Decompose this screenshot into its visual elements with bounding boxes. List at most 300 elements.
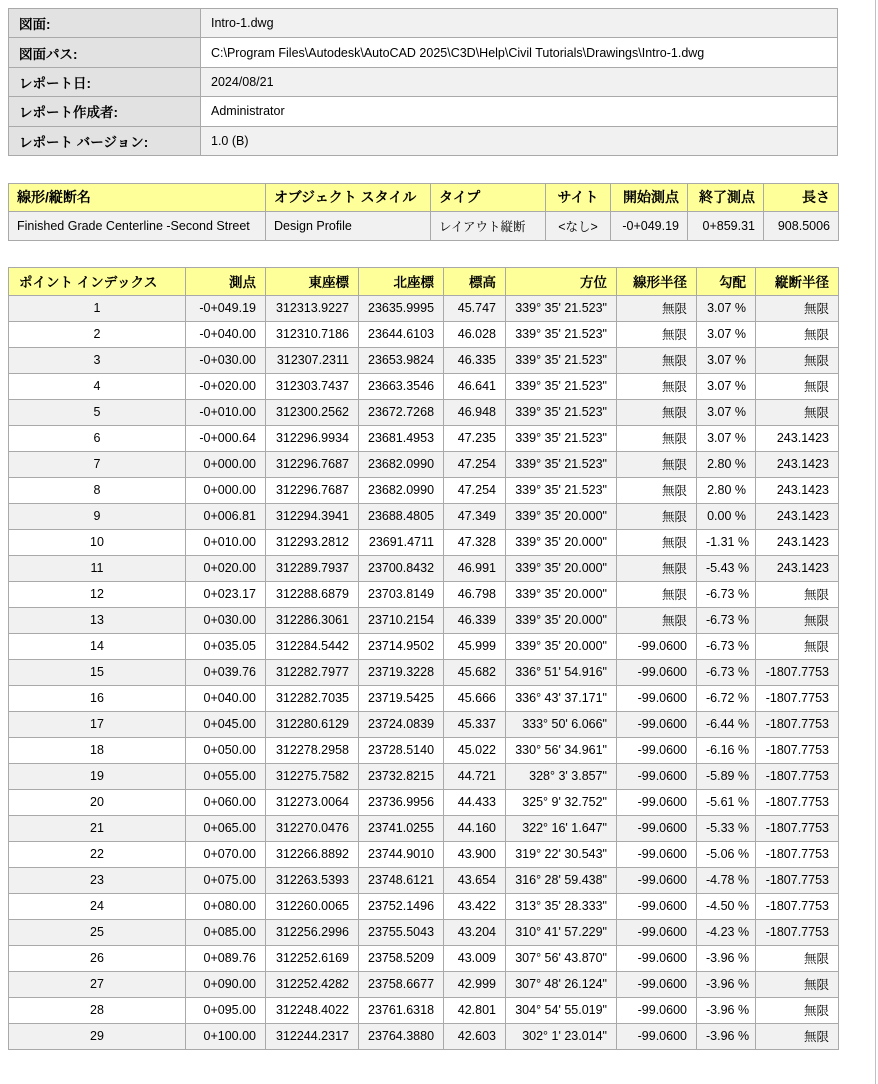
northing-cell: 23635.9995 (359, 295, 444, 321)
drawing-info-body (9, 9, 838, 156)
alignment-radius-cell: 無限 (617, 581, 697, 607)
elevation-cell: 42.999 (444, 971, 506, 997)
point-index-cell: 15 (9, 659, 186, 685)
grade-cell: -4.50 % (697, 893, 756, 919)
object-style-value: Design Profile (266, 211, 431, 240)
point-index-cell: 9 (9, 503, 186, 529)
col-header-point-index: ポイント インデックス (9, 267, 186, 295)
point-index-cell: 26 (9, 945, 186, 971)
northing-cell: 23682.0990 (359, 451, 444, 477)
alignment-radius-cell: -99.0600 (617, 945, 697, 971)
northing-cell: 23764.3880 (359, 1023, 444, 1049)
northing-cell: 23710.2154 (359, 607, 444, 633)
elevation-cell: 44.433 (444, 789, 506, 815)
profile-name-value: Finished Grade Centerline -Second Street (9, 211, 266, 240)
easting-cell: 312289.7937 (266, 555, 359, 581)
alignment-radius-cell: 無限 (617, 451, 697, 477)
elevation-cell: 46.641 (444, 373, 506, 399)
station-cell: -0+000.64 (186, 425, 266, 451)
point-index-cell: 12 (9, 581, 186, 607)
points-row (9, 711, 839, 737)
easting-cell: 312296.9934 (266, 425, 359, 451)
station-cell: 0+030.00 (186, 607, 266, 633)
northing-cell: 23691.4711 (359, 529, 444, 555)
station-cell: 0+085.00 (186, 919, 266, 945)
northing-cell: 23719.5425 (359, 685, 444, 711)
grade-cell: -5.06 % (697, 841, 756, 867)
alignment-radius-cell: -99.0600 (617, 659, 697, 685)
profile-radius-cell: -1807.7753 (756, 919, 839, 945)
points-row (9, 971, 839, 997)
point-index-cell: 14 (9, 633, 186, 659)
station-cell: -0+040.00 (186, 321, 266, 347)
meta-row (9, 67, 838, 96)
alignment-radius-cell: -99.0600 (617, 971, 697, 997)
points-row (9, 789, 839, 815)
station-cell: 0+040.00 (186, 685, 266, 711)
direction-cell: 339° 35' 21.523" (506, 477, 617, 503)
alignment-radius-cell: -99.0600 (617, 1023, 697, 1049)
points-row (9, 867, 839, 893)
direction-cell: 336° 43' 37.171" (506, 685, 617, 711)
alignment-radius-cell: 無限 (617, 607, 697, 633)
point-index-cell: 24 (9, 893, 186, 919)
easting-cell: 312303.7437 (266, 373, 359, 399)
grade-cell: -6.73 % (697, 659, 756, 685)
points-row (9, 919, 839, 945)
easting-cell: 312288.6879 (266, 581, 359, 607)
elevation-cell: 45.666 (444, 685, 506, 711)
northing-cell: 23719.3228 (359, 659, 444, 685)
station-cell: 0+000.00 (186, 451, 266, 477)
point-index-cell: 27 (9, 971, 186, 997)
northing-cell: 23741.0255 (359, 815, 444, 841)
direction-cell: 325° 9' 32.752" (506, 789, 617, 815)
points-row (9, 633, 839, 659)
direction-cell: 310° 41' 57.229" (506, 919, 617, 945)
northing-cell: 23728.5140 (359, 737, 444, 763)
col-header-direction: 方位 (506, 267, 617, 295)
grade-cell: -5.61 % (697, 789, 756, 815)
grade-cell: -5.43 % (697, 555, 756, 581)
alignment-radius-cell: -99.0600 (617, 737, 697, 763)
station-cell: 0+070.00 (186, 841, 266, 867)
station-cell: 0+045.00 (186, 711, 266, 737)
meta-label: 図面パス: (9, 38, 201, 67)
grade-cell: 0.00 % (697, 503, 756, 529)
points-row (9, 893, 839, 919)
point-index-cell: 5 (9, 399, 186, 425)
elevation-cell: 46.339 (444, 607, 506, 633)
northing-cell: 23736.9956 (359, 789, 444, 815)
drawing-info-table (8, 8, 838, 156)
points-row (9, 607, 839, 633)
elevation-cell: 47.254 (444, 477, 506, 503)
direction-cell: 339° 35' 21.523" (506, 373, 617, 399)
elevation-cell: 45.747 (444, 295, 506, 321)
alignment-radius-cell: 無限 (617, 295, 697, 321)
elevation-cell: 47.235 (444, 425, 506, 451)
point-index-cell: 7 (9, 451, 186, 477)
col-header-alignment-profile-name: 線形/縦断名 (9, 183, 266, 211)
easting-cell: 312266.8892 (266, 841, 359, 867)
points-row (9, 581, 839, 607)
profile-radius-cell: -1807.7753 (756, 893, 839, 919)
point-index-cell: 16 (9, 685, 186, 711)
type-value: レイアウト縦断 (431, 211, 546, 240)
meta-value: Intro-1.dwg (201, 9, 838, 38)
station-cell: 0+050.00 (186, 737, 266, 763)
grade-cell: -6.72 % (697, 685, 756, 711)
elevation-cell: 47.254 (444, 451, 506, 477)
station-cell: 0+000.00 (186, 477, 266, 503)
elevation-cell: 44.160 (444, 815, 506, 841)
direction-cell: 316° 28' 59.438" (506, 867, 617, 893)
alignment-radius-cell: -99.0600 (617, 841, 697, 867)
point-index-cell: 22 (9, 841, 186, 867)
elevation-cell: 43.900 (444, 841, 506, 867)
profile-radius-cell: 無限 (756, 607, 839, 633)
elevation-cell: 45.999 (444, 633, 506, 659)
profile-radius-cell: 243.1423 (756, 503, 839, 529)
northing-cell: 23644.6103 (359, 321, 444, 347)
meta-row (9, 126, 838, 155)
profile-radius-cell: 243.1423 (756, 529, 839, 555)
alignment-radius-cell: -99.0600 (617, 711, 697, 737)
points-table-body (9, 295, 839, 1049)
profile-radius-cell: 243.1423 (756, 555, 839, 581)
point-index-cell: 25 (9, 919, 186, 945)
direction-cell: 307° 56' 43.870" (506, 945, 617, 971)
grade-cell: -5.33 % (697, 815, 756, 841)
easting-cell: 312296.7687 (266, 451, 359, 477)
points-row (9, 945, 839, 971)
elevation-cell: 46.028 (444, 321, 506, 347)
point-index-cell: 17 (9, 711, 186, 737)
meta-value: 1.0 (B) (201, 126, 838, 155)
points-row (9, 425, 839, 451)
point-index-cell: 4 (9, 373, 186, 399)
points-row (9, 529, 839, 555)
elevation-cell: 44.721 (444, 763, 506, 789)
direction-cell: 313° 35' 28.333" (506, 893, 617, 919)
alignment-radius-cell: 無限 (617, 321, 697, 347)
length-value: 908.5006 (764, 211, 839, 240)
points-row (9, 997, 839, 1023)
points-row (9, 659, 839, 685)
profile-data-row (9, 211, 839, 240)
station-cell: 0+020.00 (186, 555, 266, 581)
elevation-cell: 46.335 (444, 347, 506, 373)
points-row (9, 321, 839, 347)
profile-radius-cell: 無限 (756, 321, 839, 347)
profile-radius-cell: 無限 (756, 971, 839, 997)
grade-cell: -3.96 % (697, 971, 756, 997)
col-header-type: タイプ (431, 183, 546, 211)
easting-cell: 312282.7035 (266, 685, 359, 711)
alignment-radius-cell: 無限 (617, 477, 697, 503)
elevation-cell: 45.022 (444, 737, 506, 763)
alignment-radius-cell: -99.0600 (617, 633, 697, 659)
northing-cell: 23748.6121 (359, 867, 444, 893)
easting-cell: 312252.6169 (266, 945, 359, 971)
station-cell: 0+023.17 (186, 581, 266, 607)
point-index-cell: 29 (9, 1023, 186, 1049)
profile-radius-cell: 無限 (756, 633, 839, 659)
direction-cell: 339° 35' 21.523" (506, 451, 617, 477)
northing-cell: 23758.5209 (359, 945, 444, 971)
direction-cell: 307° 48' 26.124" (506, 971, 617, 997)
easting-cell: 312244.2317 (266, 1023, 359, 1049)
station-cell: 0+095.00 (186, 997, 266, 1023)
col-header-northing: 北座標 (359, 267, 444, 295)
direction-cell: 339° 35' 20.000" (506, 555, 617, 581)
alignment-radius-cell: 無限 (617, 373, 697, 399)
alignment-radius-cell: -99.0600 (617, 763, 697, 789)
station-cell: 0+080.00 (186, 893, 266, 919)
grade-cell: 3.07 % (697, 321, 756, 347)
direction-cell: 339° 35' 21.523" (506, 399, 617, 425)
col-header-start-station: 開始測点 (611, 183, 688, 211)
easting-cell: 312260.0065 (266, 893, 359, 919)
grade-cell: -4.78 % (697, 867, 756, 893)
grade-cell: 3.07 % (697, 425, 756, 451)
point-index-cell: 6 (9, 425, 186, 451)
easting-cell: 312263.5393 (266, 867, 359, 893)
profile-radius-cell: 243.1423 (756, 477, 839, 503)
col-header-object-style: オブジェクト スタイル (266, 183, 431, 211)
easting-cell: 312284.5442 (266, 633, 359, 659)
northing-cell: 23758.6677 (359, 971, 444, 997)
alignment-radius-cell: 無限 (617, 555, 697, 581)
point-index-cell: 10 (9, 529, 186, 555)
station-cell: 0+090.00 (186, 971, 266, 997)
easting-cell: 312256.2996 (266, 919, 359, 945)
profile-info-table (8, 183, 839, 241)
point-index-cell: 2 (9, 321, 186, 347)
points-row (9, 451, 839, 477)
direction-cell: 333° 50' 6.066" (506, 711, 617, 737)
direction-cell: 339° 35' 21.523" (506, 347, 617, 373)
station-cell: -0+010.00 (186, 399, 266, 425)
meta-value: C:\Program Files\Autodesk\AutoCAD 2025\C3D\Help\Civil Tutorials\Drawings\Intro-1.dwg (201, 38, 838, 67)
direction-cell: 302° 1' 23.014" (506, 1023, 617, 1049)
direction-cell: 330° 56' 34.961" (506, 737, 617, 763)
points-row (9, 815, 839, 841)
grade-cell: -6.73 % (697, 581, 756, 607)
station-cell: -0+020.00 (186, 373, 266, 399)
elevation-cell: 43.654 (444, 867, 506, 893)
profile-radius-cell: -1807.7753 (756, 815, 839, 841)
easting-cell: 312282.7977 (266, 659, 359, 685)
points-row (9, 685, 839, 711)
col-header-profile-radius: 縦断半径 (756, 267, 839, 295)
meta-row (9, 38, 838, 67)
profile-radius-cell: -1807.7753 (756, 659, 839, 685)
point-index-cell: 28 (9, 997, 186, 1023)
northing-cell: 23732.8215 (359, 763, 444, 789)
alignment-radius-cell: -99.0600 (617, 815, 697, 841)
northing-cell: 23752.1496 (359, 893, 444, 919)
easting-cell: 312280.6129 (266, 711, 359, 737)
meta-row (9, 97, 838, 126)
point-index-cell: 13 (9, 607, 186, 633)
elevation-cell: 46.948 (444, 399, 506, 425)
profile-radius-cell: -1807.7753 (756, 685, 839, 711)
easting-cell: 312278.2958 (266, 737, 359, 763)
points-row (9, 1023, 839, 1049)
meta-value: Administrator (201, 97, 838, 126)
easting-cell: 312286.3061 (266, 607, 359, 633)
northing-cell: 23724.0839 (359, 711, 444, 737)
direction-cell: 339° 35' 20.000" (506, 633, 617, 659)
profile-radius-cell: 無限 (756, 295, 839, 321)
station-cell: -0+030.00 (186, 347, 266, 373)
points-row (9, 347, 839, 373)
col-header-elevation: 標高 (444, 267, 506, 295)
elevation-cell: 43.422 (444, 893, 506, 919)
point-index-cell: 1 (9, 295, 186, 321)
alignment-radius-cell: 無限 (617, 503, 697, 529)
profile-radius-cell: 無限 (756, 399, 839, 425)
col-header-grade: 勾配 (697, 267, 756, 295)
elevation-cell: 43.009 (444, 945, 506, 971)
direction-cell: 339° 35' 20.000" (506, 529, 617, 555)
station-cell: 0+035.05 (186, 633, 266, 659)
station-cell: 0+089.76 (186, 945, 266, 971)
elevation-cell: 47.328 (444, 529, 506, 555)
northing-cell: 23761.6318 (359, 997, 444, 1023)
points-row (9, 841, 839, 867)
profile-radius-cell: 無限 (756, 373, 839, 399)
point-index-cell: 21 (9, 815, 186, 841)
point-index-cell: 18 (9, 737, 186, 763)
grade-cell: 3.07 % (697, 373, 756, 399)
meta-value: 2024/08/21 (201, 67, 838, 96)
elevation-cell: 46.798 (444, 581, 506, 607)
station-cell: 0+065.00 (186, 815, 266, 841)
direction-cell: 304° 54' 55.019" (506, 997, 617, 1023)
meta-row (9, 9, 838, 38)
northing-cell: 23700.8432 (359, 555, 444, 581)
alignment-radius-cell: -99.0600 (617, 997, 697, 1023)
northing-cell: 23672.7268 (359, 399, 444, 425)
easting-cell: 312307.2311 (266, 347, 359, 373)
alignment-radius-cell: -99.0600 (617, 789, 697, 815)
point-index-cell: 20 (9, 789, 186, 815)
col-header-easting: 東座標 (266, 267, 359, 295)
easting-cell: 312294.3941 (266, 503, 359, 529)
profile-radius-cell: 無限 (756, 1023, 839, 1049)
elevation-cell: 46.991 (444, 555, 506, 581)
grade-cell: 3.07 % (697, 399, 756, 425)
grade-cell: 3.07 % (697, 347, 756, 373)
grade-cell: -6.44 % (697, 711, 756, 737)
profile-radius-cell: -1807.7753 (756, 737, 839, 763)
grade-cell: -6.73 % (697, 607, 756, 633)
direction-cell: 339° 35' 21.523" (506, 321, 617, 347)
profile-radius-cell: -1807.7753 (756, 841, 839, 867)
grade-cell: -6.73 % (697, 633, 756, 659)
col-header-station: 測点 (186, 267, 266, 295)
points-row (9, 763, 839, 789)
points-row (9, 555, 839, 581)
direction-cell: 339° 35' 20.000" (506, 581, 617, 607)
grade-cell: -4.23 % (697, 919, 756, 945)
alignment-radius-cell: 無限 (617, 399, 697, 425)
profile-radius-cell: 無限 (756, 945, 839, 971)
site-value: <なし> (546, 211, 611, 240)
alignment-radius-cell: 無限 (617, 529, 697, 555)
profile-radius-cell: 無限 (756, 581, 839, 607)
grade-cell: -3.96 % (697, 945, 756, 971)
alignment-radius-cell: -99.0600 (617, 685, 697, 711)
station-cell: 0+075.00 (186, 867, 266, 893)
direction-cell: 328° 3' 3.857" (506, 763, 617, 789)
end-station-value: 0+859.31 (688, 211, 764, 240)
easting-cell: 312248.4022 (266, 997, 359, 1023)
profile-header-row (9, 183, 839, 211)
station-cell: 0+060.00 (186, 789, 266, 815)
points-row (9, 399, 839, 425)
easting-cell: 312270.0476 (266, 815, 359, 841)
elevation-cell: 47.349 (444, 503, 506, 529)
profile-radius-cell: -1807.7753 (756, 711, 839, 737)
points-header-row (9, 267, 839, 295)
station-cell: 0+039.76 (186, 659, 266, 685)
profile-radius-cell: 無限 (756, 997, 839, 1023)
meta-label: レポート日: (9, 67, 201, 96)
alignment-radius-cell: -99.0600 (617, 867, 697, 893)
grade-cell: -3.96 % (697, 997, 756, 1023)
profile-radius-cell: 無限 (756, 347, 839, 373)
elevation-cell: 42.801 (444, 997, 506, 1023)
meta-label: レポート バージョン: (9, 126, 201, 155)
alignment-radius-cell: -99.0600 (617, 919, 697, 945)
direction-cell: 339° 35' 20.000" (506, 607, 617, 633)
col-header-length: 長さ (764, 183, 839, 211)
grade-cell: -6.16 % (697, 737, 756, 763)
direction-cell: 319° 22' 30.543" (506, 841, 617, 867)
station-cell: 0+055.00 (186, 763, 266, 789)
point-index-cell: 3 (9, 347, 186, 373)
easting-cell: 312296.7687 (266, 477, 359, 503)
northing-cell: 23703.8149 (359, 581, 444, 607)
easting-cell: 312313.9227 (266, 295, 359, 321)
meta-label: レポート作成者: (9, 97, 201, 126)
station-cell: 0+010.00 (186, 529, 266, 555)
col-header-end-station: 終了測点 (688, 183, 764, 211)
point-index-cell: 19 (9, 763, 186, 789)
station-cell: 0+100.00 (186, 1023, 266, 1049)
station-cell: 0+006.81 (186, 503, 266, 529)
profile-radius-cell: 243.1423 (756, 451, 839, 477)
elevation-cell: 45.337 (444, 711, 506, 737)
profile-radius-cell: -1807.7753 (756, 789, 839, 815)
points-row (9, 503, 839, 529)
point-index-cell: 11 (9, 555, 186, 581)
points-row (9, 477, 839, 503)
northing-cell: 23653.9824 (359, 347, 444, 373)
col-header-alignment-radius: 線形半径 (617, 267, 697, 295)
northing-cell: 23755.5043 (359, 919, 444, 945)
direction-cell: 339° 35' 20.000" (506, 503, 617, 529)
direction-cell: 322° 16' 1.647" (506, 815, 617, 841)
points-row (9, 295, 839, 321)
northing-cell: 23663.3546 (359, 373, 444, 399)
northing-cell: 23682.0990 (359, 477, 444, 503)
northing-cell: 23688.4805 (359, 503, 444, 529)
